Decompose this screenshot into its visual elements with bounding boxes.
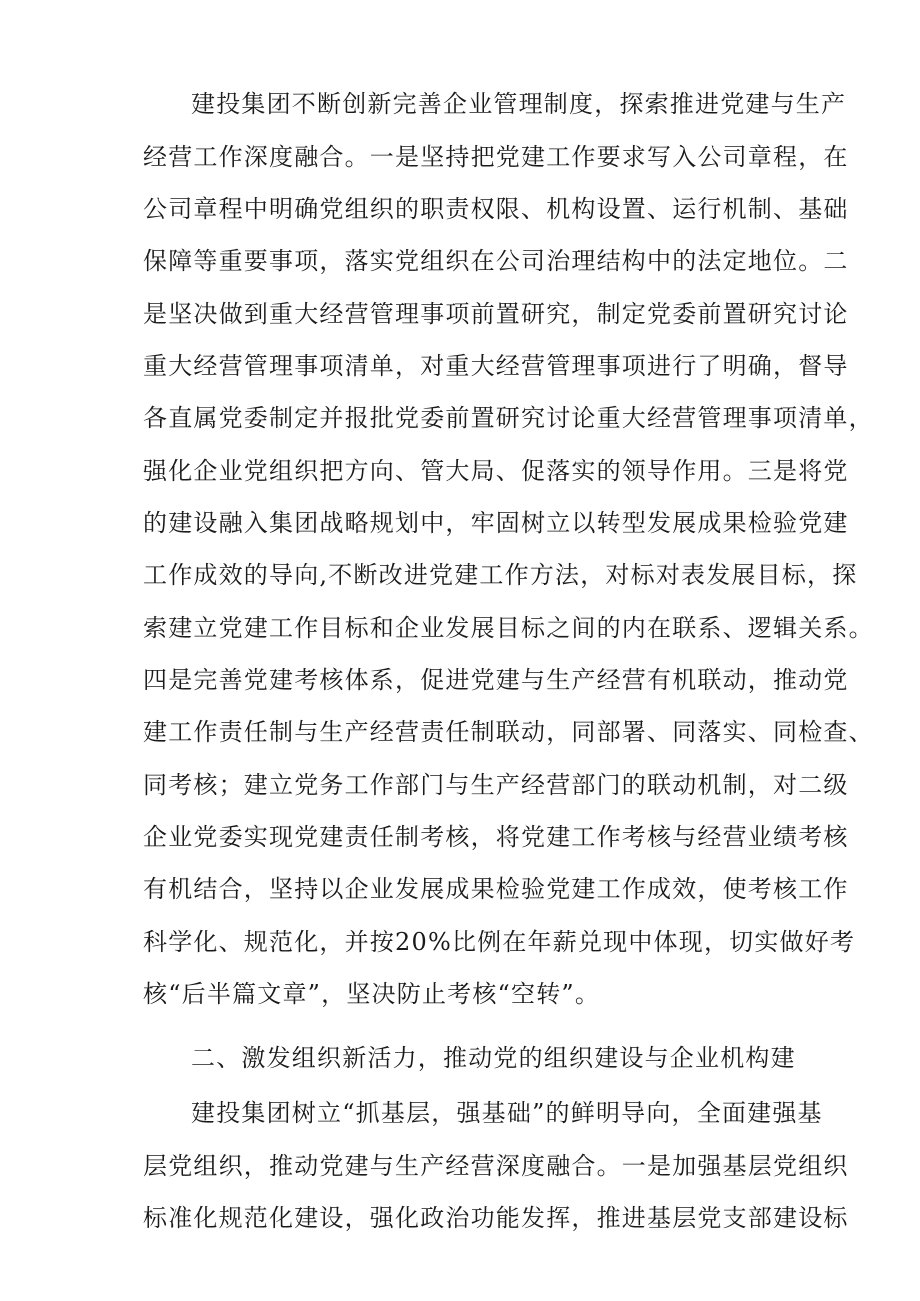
paragraph-1-line: 重大经营管理事项清单，对重大经营管理事项进行了明确，督导 (143, 352, 849, 380)
paragraph-2-line: 层党组织，推动党建与生产经营深度融合。一是加强基层党组织 (143, 1152, 849, 1180)
section-heading: 二、激发组织新活力，推动党的组织建设与企业机构建 (191, 1044, 796, 1072)
paragraph-1-line: 工作成效的导向,不断改进党建工作方法，对标对表发展目标，探 (143, 561, 858, 589)
paragraph-1-line: 核“后半篇文章”，坚决防止考核“空转”。 (143, 980, 601, 1008)
paragraph-1-line: 索建立党建工作目标和企业发展目标之间的内在联系、逻辑关系。 (143, 614, 874, 642)
paragraph-1-line: 经营工作深度融合。一是坚持把党建工作要求写入公司章程，在 (143, 143, 849, 171)
paragraph-1-line: 同考核；建立党务工作部门与生产经营部门的联动机制，对二级 (143, 771, 849, 799)
paragraph-2-line: 标准化规范化建设，强化政治功能发挥，推进基层党支部建设标 (143, 1204, 849, 1232)
paragraph-1-line: 建工作责任制与生产经营责任制联动，同部署、同落实、同检查、 (143, 718, 874, 746)
paragraph-1-line: 四是完善党建考核体系，促进党建与生产经营有机联动，推动党 (143, 666, 849, 694)
paragraph-1-line: 强化企业党组织把方向、管大局、促落实的领导作用。三是将党 (143, 457, 849, 485)
paragraph-1-line: 企业党委实现党建责任制考核，将党建工作考核与经营业绩考核 (143, 823, 849, 851)
paragraph-1-line: 科学化、规范化，并按20%比例在年薪兑现中体现，切实做好考 (143, 928, 856, 956)
paragraph-1-line: 各直属党委制定并报批党委前置研究讨论重大经营管理事项清单， (143, 404, 874, 432)
paragraph-1-line: 有机结合，坚持以企业发展成果检验党建工作成效，使考核工作 (143, 875, 849, 903)
paragraph-1-line: 的建设融入集团战略规划中，牢固树立以转型发展成果检验党建 (143, 509, 849, 537)
paragraph-1-line: 建投集团不断创新完善企业管理制度，探索推进党建与生产 (191, 90, 847, 118)
paragraph-2-line: 建投集团树立“抓基层，强基础”的鲜明导向，全面建强基 (191, 1099, 823, 1127)
paragraph-1-line: 是坚决做到重大经营管理事项前置研究，制定党委前置研究讨论 (143, 300, 849, 328)
paragraph-1-line: 保障等重要事项，落实党组织在公司治理结构中的法定地位。二 (143, 247, 849, 275)
paragraph-1-line: 公司章程中明确党组织的职责权限、机构设置、运行机制、基础 (143, 195, 849, 223)
